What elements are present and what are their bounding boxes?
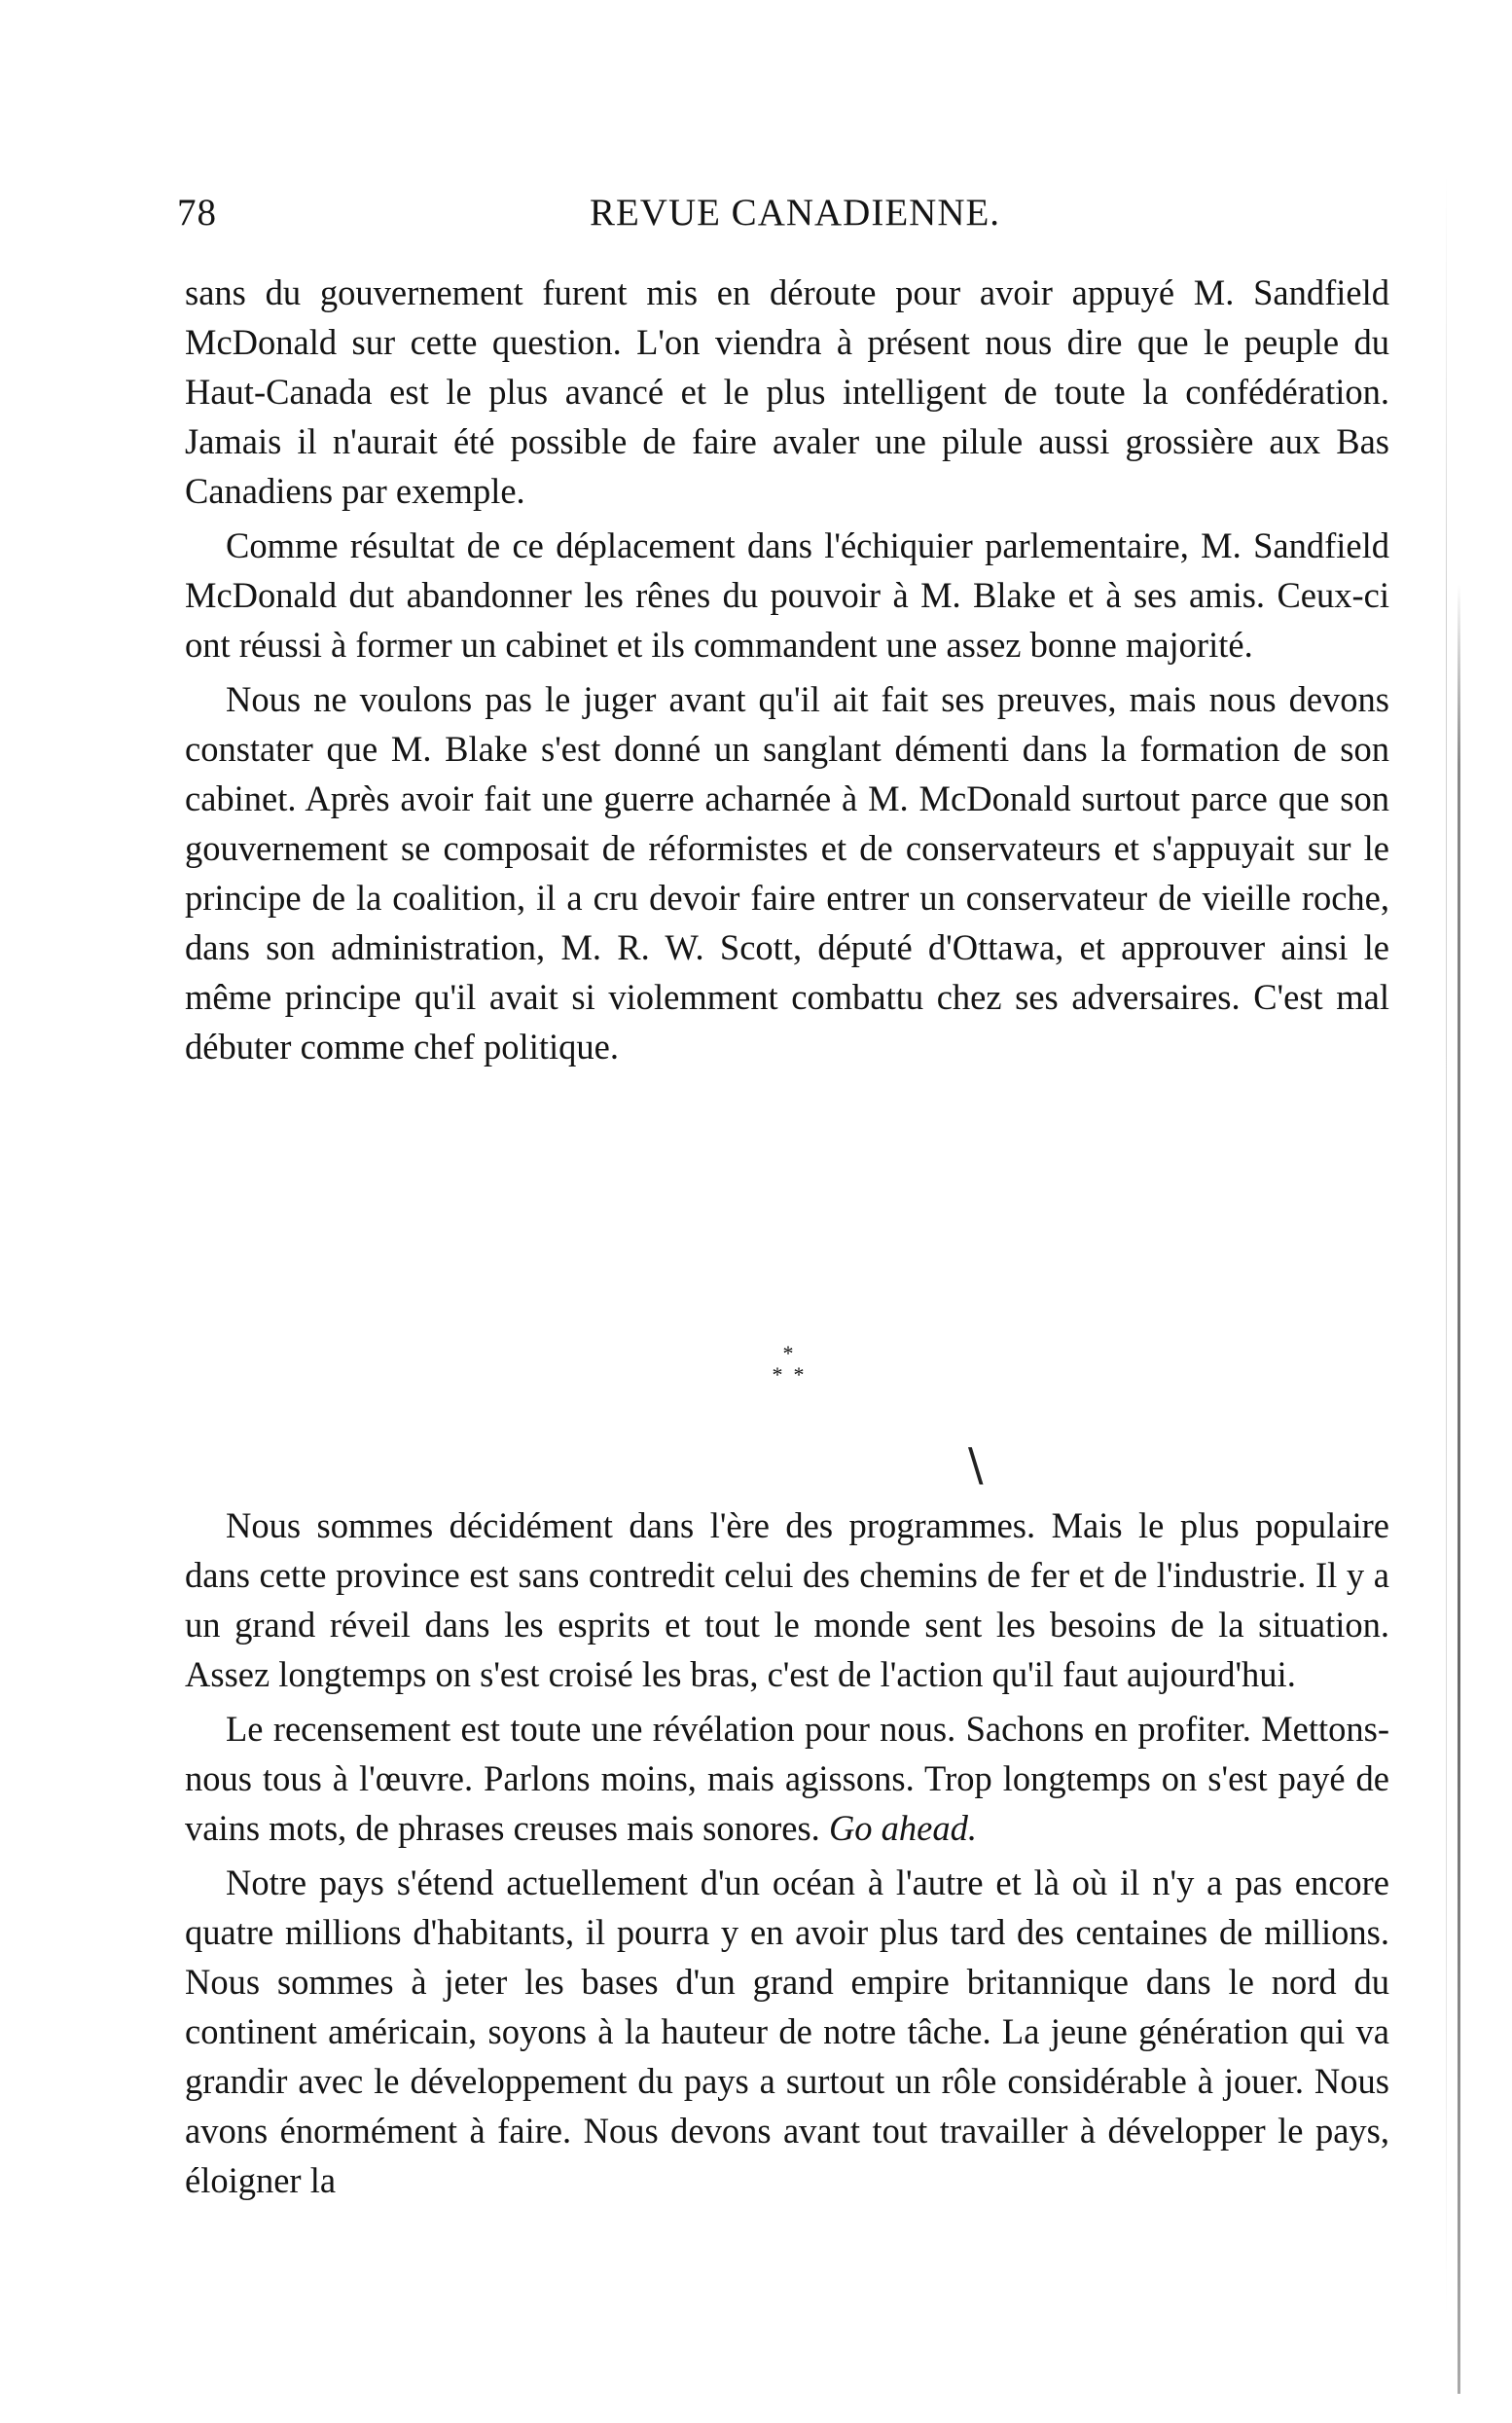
- separator-star: *: [782, 1341, 794, 1365]
- paragraph: Nous sommes décidément dans l'ère des programmes. Mais le plus populaire dans cette province est sans contredit celui des chemins de fer et de l'industrie. Il y a un grand réveil dans les esprits et tout le monde sent les besoins de la situation. Assez longtemps on s'est croisé les bras, c'est de l'action qu'il faut aujourd'hui.: [185, 1505, 1389, 1694]
- section-separator: [759, 1343, 817, 1401]
- paragraph-text: Le recensement est toute une révélation pour nous. Sachons en profiter. Mettons-nous tous à l'œuvre. Parlons moins, mais agissons. Trop longtemps on s'est payé de vains mots, de phrases creuses mais sonores.: [185, 1709, 1389, 1848]
- separator-stars: * *: [772, 1362, 805, 1387]
- paragraph: Comme résultat de ce déplacement dans l'échiquier parlementaire, M. Sandfield McDonald dut abandonner les rênes du pouvoir à M. Blake et à ses amis. Ceux-ci ont réussi à former un cabinet et ils commandent une assez bonne majorité.: [185, 525, 1389, 665]
- page-shadow: [1446, 175, 1447, 2316]
- paragraph: Nous ne voulons pas le juger avant qu'il ait fait ses preuves, mais nous devons constater que M. Blake s'est donné un sanglant démenti dans la formation de son cabinet. Après avoir fait une guerre acharnée à M. McDonald surtout parce que son gouvernement se composait de réformistes et de conservateurs et s'appuyait sur le principe de la coalition, il a cru devoir faire entrer un conservateur de vieille roche, dans son administration, M. R. W. Scott, député d'Ottawa, et approuver ainsi le même principe qu'il avait si violemment combattu chez ses adversaires. C'est mal débuter comme chef politique.: [185, 679, 1389, 1067]
- page-header: [177, 191, 1413, 239]
- paragraph: Notre pays s'étend actuellement d'un océan à l'autre et là où il n'y a pas encore quatre millions d'habitants, il pourra y en avoir plus tard des centaines de millions. Nous sommes à jeter les bases d'un grand empire britannique dans le nord du continent américain, soyons à la hauteur de notre tâche. La jeune génération qui va grandir avec le développement du pays a surtout un rôle considérable à jouer. Nous avons énormément à faire. Nous devons avant tout travailler à développer le pays, éloigner la: [185, 1862, 1389, 2200]
- page-number: 78: [177, 192, 217, 234]
- italic-phrase: Go ahead.: [828, 1808, 977, 1848]
- text-block-2: [185, 1501, 1389, 2205]
- text-block-1: [185, 268, 1389, 1071]
- page-edge: [1458, 584, 1460, 2394]
- paragraph: [185, 1704, 1389, 1853]
- running-head: REVUE CANADIENNE.: [589, 192, 1001, 234]
- stray-mark: \: [968, 1438, 984, 1491]
- paragraph: sans du gouvernement furent mis en déroute pour avoir appuyé M. Sandfield McDonald sur cette question. L'on viendra à présent nous dire que le peuple du Haut-Canada est le plus avancé et le plus intelligent de toute la confédération. Jamais il n'aurait été possible de faire avaler une pilule aussi grossière aux Bas Canadiens par exemple.: [185, 272, 1389, 511]
